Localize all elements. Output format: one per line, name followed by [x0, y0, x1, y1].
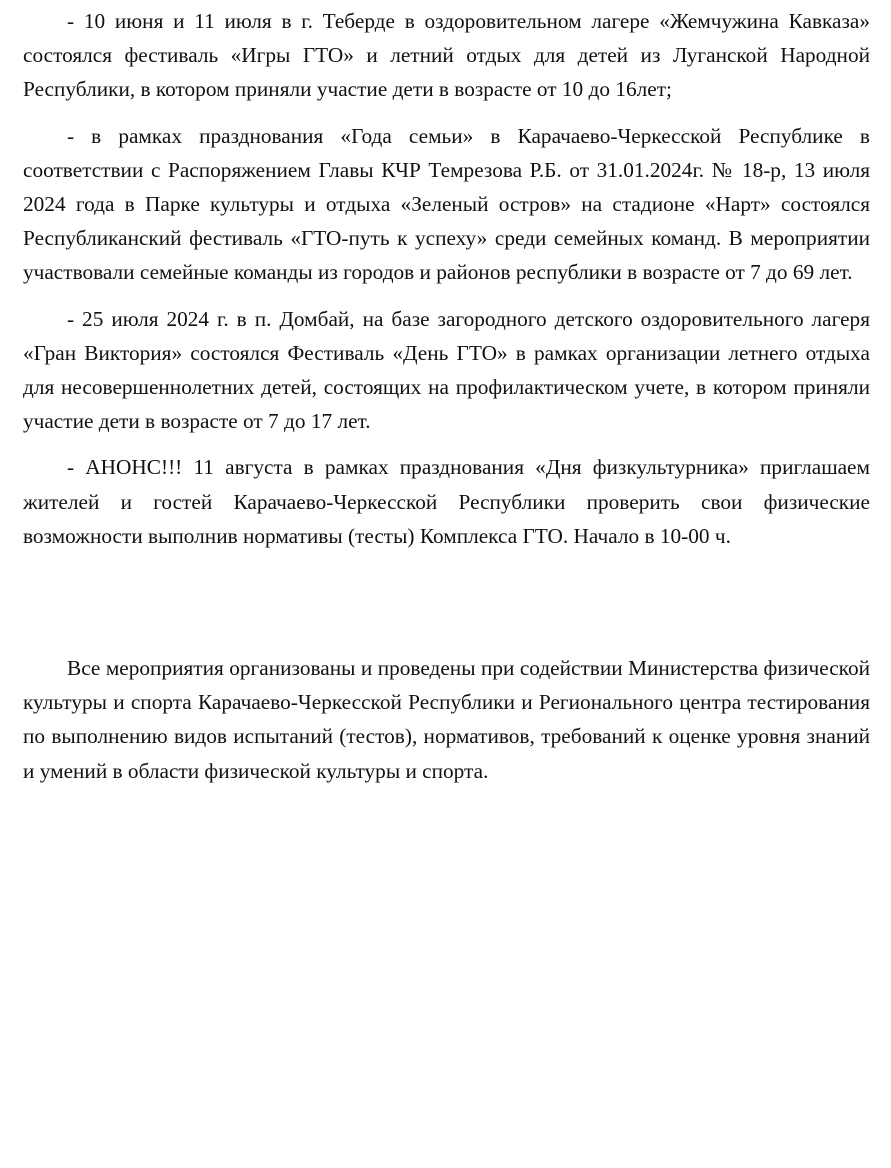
paragraph-family-year-festival: - в рамках празднования «Года семьи» в Карачаево-Черкесской Республике в соответствии с Распоряжением Главы КЧР Темрезова Р.Б. от 31.01.2024г. № 18-р, 13 июля 2024 года в Парке культуры и отдыха «Зеленый остров» на стадионе «Нарт» состоялся Республиканский фестиваль «ГТО-путь к успеху» среди семейных команд. В мероприятии участвовали семейные команды из городов и районов республики в возрасте от 7 до 69 лет. — [23, 123, 870, 285]
document-page — [23, 4, 870, 800]
blank-space — [23, 565, 870, 651]
paragraph-gto-day-dombay: - 25 июля 2024 г. в п. Домбай, на базе загородного детского оздоровительного лагеря «Гран Виктория» состоялся Фестиваль «День ГТО» в рамках организации летнего отдыха для несовершеннолетних детей, состоящих на профилактическом учете, в котором приняли участие дети в возрасте от 7 до 17 лет. — [23, 306, 870, 434]
paragraph-closing: Все мероприятия организованы и проведены при содействии Министерства физической культуры и спорта Карачаево-Черкесской Республики и Регионального центра тестирования по выполнению видов испытаний (тестов), нормативов, требований к оценке уровня знаний и умений в области физической культуры и спорта. — [23, 656, 870, 783]
paragraph-gto-games-teberda: - 10 июня и 11 июля в г. Теберде в оздоровительном лагере «Жемчужина Кавказа» состоялся фестиваль «Игры ГТО» и летний отдых для детей из Луганской Народной Республики, в котором приняли участие дети в возрасте от 10 до 16лет; — [23, 9, 870, 102]
paragraph-announcement: - АНОНС!!! 11 августа в рамках празднования «Дня физкультурника» приглашаем жителей и гостей Карачаево-Черкесской Республики проверить свои физические возможности выполнив нормативы (тесты) Комплекса ГТО. Начало в 10-00 ч. — [23, 455, 870, 548]
